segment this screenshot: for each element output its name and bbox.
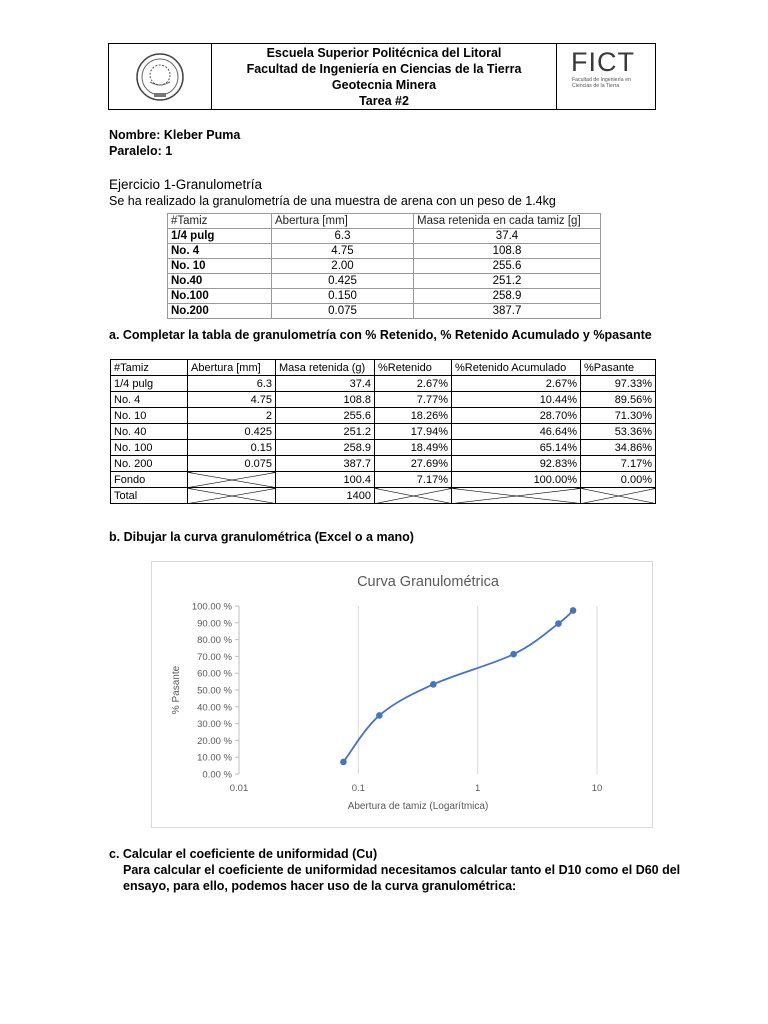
table-cell: 37.4	[414, 229, 601, 244]
table-cell: No.100	[168, 289, 272, 304]
table-cell: No. 40	[111, 424, 188, 440]
table-cell: 255.6	[276, 408, 375, 424]
y-tick-label: 100.00 %	[191, 601, 232, 613]
table-header-cell: Abertura [mm]	[272, 214, 414, 229]
y-tick-label: 60.00 %	[197, 668, 232, 680]
fict-logo-text: FICT	[571, 47, 635, 77]
series-line	[343, 610, 573, 761]
table-cell: 28.70%	[452, 408, 581, 424]
y-tick-label: 10.00 %	[197, 752, 232, 764]
table-cell: 2.67%	[452, 376, 581, 392]
y-tick-label: 30.00 %	[197, 719, 232, 731]
section-c-label: c. Calcular el coeficiente de uniformidad (Cu)	[109, 847, 378, 861]
table-cell: 7.17%	[581, 456, 656, 472]
data-point	[510, 651, 517, 658]
table-cell: No. 4	[111, 392, 188, 408]
exercise-title: Ejercicio 1-Granulometría	[109, 177, 263, 192]
granulometry-table	[110, 359, 656, 504]
section-a-label: a. Completar la tabla de granulometría con % Retenido, % Retenido Acumulado y %pasante	[109, 328, 652, 342]
fict-logo	[557, 44, 655, 109]
table-row	[111, 424, 656, 440]
x-tick-label: 0.01	[229, 783, 249, 794]
table-row	[168, 289, 601, 304]
data-point	[555, 620, 562, 627]
x-tick-label: 0.1	[351, 783, 365, 794]
table-cell: 37.4	[276, 376, 375, 392]
table-cell: 17.94%	[375, 424, 452, 440]
y-tick-label: 0.00 %	[202, 769, 232, 781]
table-cell: 0.15	[188, 440, 276, 456]
table-cell: 258.9	[276, 440, 375, 456]
table-cell: 71.30%	[581, 408, 656, 424]
table-row	[111, 472, 656, 488]
chart-svg	[152, 562, 652, 827]
table-cell: 46.64%	[452, 424, 581, 440]
table-cell: Total	[111, 488, 188, 504]
table-header-row	[111, 360, 656, 376]
table-row	[168, 274, 601, 289]
table-cell: 251.2	[414, 274, 601, 289]
table-row	[168, 304, 601, 319]
table-cell: 89.56%	[581, 392, 656, 408]
table-row	[168, 259, 601, 274]
table-header-cell: Masa retenida (g)	[276, 360, 375, 376]
table-cell: 0.425	[272, 274, 414, 289]
table-cell: No. 10	[111, 408, 188, 424]
table-cell: 100.4	[276, 472, 375, 488]
crossed-out-cell	[188, 472, 276, 488]
table-cell: 258.9	[414, 289, 601, 304]
table-cell: 1400	[276, 488, 375, 504]
table-cell: 7.17%	[375, 472, 452, 488]
table-cell: 6.3	[188, 376, 276, 392]
table-cell: 4.75	[272, 244, 414, 259]
table-cell: 387.7	[276, 456, 375, 472]
table-cell: 108.8	[276, 392, 375, 408]
table-cell: 1/4 pulg	[168, 229, 272, 244]
table-row	[168, 229, 601, 244]
table-header-cell: %Pasante	[581, 360, 656, 376]
fict-sub-line: Ciencias de la Tierra	[572, 83, 620, 89]
table-cell: 10.44%	[452, 392, 581, 408]
table-cell: 97.33%	[581, 376, 656, 392]
table-cell: No. 100	[111, 440, 188, 456]
table-row	[111, 488, 656, 504]
espol-seal-logo	[109, 44, 212, 109]
table-cell: 0.425	[188, 424, 276, 440]
y-tick-label: 20.00 %	[197, 735, 232, 747]
table-cell: No.40	[168, 274, 272, 289]
table-cell: 34.86%	[581, 440, 656, 456]
table-cell: 0.075	[272, 304, 414, 319]
table-header-row	[168, 214, 601, 229]
table-cell: 4.75	[188, 392, 276, 408]
table-header-cell: %Retenido	[375, 360, 452, 376]
table-row	[111, 408, 656, 424]
table-cell: No. 200	[111, 456, 188, 472]
y-tick-label: 50.00 %	[197, 685, 232, 697]
table-row	[168, 244, 601, 259]
table-cell: 6.3	[272, 229, 414, 244]
table-cell: No.200	[168, 304, 272, 319]
crossed-out-cell	[375, 488, 452, 504]
y-tick-label: 70.00 %	[197, 651, 232, 663]
table-cell: 18.26%	[375, 408, 452, 424]
table-cell: 108.8	[414, 244, 601, 259]
table-header-cell: Masa retenida en cada tamiz [g]	[414, 214, 601, 229]
assignment-line: Tarea #2	[359, 94, 409, 108]
given-data-table	[167, 213, 601, 319]
table-header-cell: Abertura [mm]	[188, 360, 276, 376]
fict-logo-subtitle	[572, 77, 631, 89]
institution-line: Escuela Superior Politécnica del Litoral	[266, 46, 502, 60]
table-cell: 92.83%	[452, 456, 581, 472]
x-tick-label: 1	[475, 783, 481, 794]
x-axis-label: Abertura de tamiz (Logarítmica)	[347, 801, 489, 812]
table-row	[111, 376, 656, 392]
table-cell: 0.075	[188, 456, 276, 472]
table-cell: 7.77%	[375, 392, 452, 408]
table-cell: 18.49%	[375, 440, 452, 456]
student-name: Nombre: Kleber Puma	[109, 128, 241, 142]
table-cell: 2	[188, 408, 276, 424]
table-header-cell: #Tamiz	[168, 214, 272, 229]
table-cell: Fondo	[111, 472, 188, 488]
section-c-body-line: ensayo, para ello, podemos hacer uso de la curva granulométrica:	[123, 879, 517, 893]
crossed-out-cell	[452, 488, 581, 504]
table-cell: 387.7	[414, 304, 601, 319]
table-header-cell: %Retenido Acumulado	[452, 360, 581, 376]
section-b-label: b. Dibujar la curva granulométrica (Excel o a mano)	[109, 530, 414, 544]
table-row	[111, 456, 656, 472]
table-cell: 2.67%	[375, 376, 452, 392]
section-c-body-line: Para calcular el coeficiente de uniformidad necesitamos calcular tanto el D10 como el D60 del	[123, 863, 681, 877]
crossed-out-cell	[188, 488, 276, 504]
exercise-statement: Se ha realizado la granulometría de una muestra de arena con un peso de 1.4kg	[109, 194, 556, 208]
table-cell: 2.00	[272, 259, 414, 274]
table-cell: No. 10	[168, 259, 272, 274]
fict-sub-line: Facultad de Ingeniería en	[572, 77, 631, 83]
y-tick-label: 40.00 %	[197, 702, 232, 714]
table-row	[111, 392, 656, 408]
table-cell: 27.69%	[375, 456, 452, 472]
data-point	[430, 681, 437, 688]
crossed-out-cell	[581, 488, 656, 504]
data-point	[570, 607, 577, 614]
document-header	[108, 43, 656, 110]
faculty-line: Facultad de Ingeniería en Ciencias de la Tierra	[246, 62, 522, 76]
table-header-cell: #Tamiz	[111, 360, 188, 376]
y-tick-label: 90.00 %	[197, 618, 232, 630]
table-row	[111, 440, 656, 456]
table-cell: 0.00%	[581, 472, 656, 488]
student-paralelo: Paralelo: 1	[109, 144, 173, 158]
course-line: Geotecnia Minera	[331, 78, 437, 92]
table-cell: 53.36%	[581, 424, 656, 440]
table-cell: 251.2	[276, 424, 375, 440]
table-cell: 100.00%	[452, 472, 581, 488]
table-cell: 65.14%	[452, 440, 581, 456]
table-cell: 255.6	[414, 259, 601, 274]
table-cell: 0.150	[272, 289, 414, 304]
y-axis-label: % Pasante	[171, 665, 182, 715]
x-tick-label: 10	[591, 783, 603, 794]
table-cell: 1/4 pulg	[111, 376, 188, 392]
table-cell: No. 4	[168, 244, 272, 259]
chart-title: Curva Granulométrica	[357, 574, 499, 590]
y-tick-label: 80.00 %	[197, 635, 232, 647]
institution-title	[212, 44, 557, 109]
grading-curve-chart	[151, 561, 653, 828]
data-point	[340, 759, 347, 766]
data-point	[376, 712, 383, 719]
